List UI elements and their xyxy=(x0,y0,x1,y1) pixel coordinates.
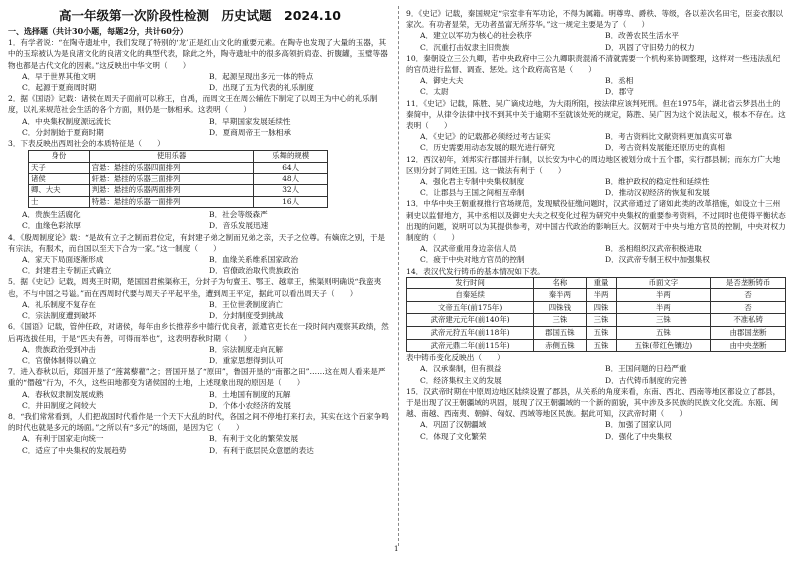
option-list xyxy=(406,363,786,385)
question-stem: 8．“我们常常看到，人们把战国时代看作是一个天下大乱的时代，各国之间不停地打来打去，其实在这个百家争鸣的时代也就是多元的场面。”之所以有“多元”的场面，是因为它（ ） xyxy=(8,411,389,433)
question-stem: 5．据《史记》记载，周夷王时期，楚国国君熊渠称王，分封子为句亶王、鄂王、越章王，熊渠则明确说“我蛮夷也，不与中国之号谥。”而在西周时代要与周天子平起平坐，遭到周王平定，据此可以看出周天子（ ） xyxy=(8,277,382,298)
table-cell: 卿、大夫 xyxy=(29,185,90,196)
table-cell: 判悬：悬挂的乐器两面排列 xyxy=(89,185,254,196)
answer-option: D．个体小农经济的发展 xyxy=(209,400,292,410)
answer-option: A．建立以军功为核心的社会秩序 xyxy=(420,31,532,41)
question xyxy=(8,138,392,149)
table-cell: 宫悬：悬挂的乐器四面排列 xyxy=(89,162,254,173)
answer-option: D．重家思想得到认可 xyxy=(209,355,284,365)
question xyxy=(8,366,392,411)
question xyxy=(8,411,392,456)
answer-option: C．分封制始于夏商时期 xyxy=(22,127,104,137)
table-cell: 特悬：悬挂的乐器一面排列 xyxy=(89,196,254,207)
answer-option: C．井田制度之间较大 xyxy=(22,400,97,410)
answer-option: D．汉武帝专制王权中加强集权 xyxy=(605,255,710,265)
question-stem: 表中铸币变化反映出（ ） xyxy=(406,353,505,363)
answer-option: A．家天下局面逐渐形成 xyxy=(22,255,104,265)
answer-option: C．适应了中央集权的发展趋势 xyxy=(22,445,127,455)
answer-option: B．丞相 xyxy=(605,76,634,86)
table-header-cell: 重量 xyxy=(586,277,616,288)
table-row xyxy=(29,174,328,185)
answer-option: C．封建君主专制正式确立 xyxy=(22,266,112,276)
option-list xyxy=(8,71,392,93)
answer-option: B．社会等级森严 xyxy=(209,210,268,220)
question xyxy=(406,98,786,154)
answer-option: A．早于世界其他文明 xyxy=(22,71,96,81)
question-group-left-1 xyxy=(8,37,392,149)
table-cell: 四铢 xyxy=(586,301,616,314)
answer-option: D．郡守 xyxy=(605,87,634,97)
table-cell: 三铢 xyxy=(616,314,711,327)
question xyxy=(8,321,392,366)
table-row xyxy=(407,339,786,352)
answer-option: B．血缘关系维系国家政治 xyxy=(209,255,299,265)
page-title: 高一年级第一次阶段性检测 历史试题 2024.10 xyxy=(59,8,341,23)
page-number: 1 xyxy=(394,545,399,553)
option-list xyxy=(8,344,392,366)
option-list xyxy=(406,75,786,97)
left-column xyxy=(8,8,392,456)
table-cell: 文帝五年(前175年) xyxy=(407,301,534,314)
answer-option: C．让郡县与王国之间相互牵制 xyxy=(420,188,525,198)
answer-option: D．官僚政治取代贵族政治 xyxy=(209,266,299,276)
answer-option: C．疲于中央对地方官员的控制 xyxy=(420,255,525,265)
answer-option: D．分封制度受到挑战 xyxy=(209,311,284,321)
question-stem: 12．西汉初年，刘邦实行郡国并行制，以长安为中心的周边地区被划分成十五个郡，实行郡县制；而东方广大地区则分封了同姓王国。这一做法有利于（ ） xyxy=(406,154,781,175)
answer-option: D．音乐发展迅速 xyxy=(209,221,269,231)
question xyxy=(8,232,392,277)
table-cell: 64人 xyxy=(254,162,328,173)
table-row xyxy=(407,301,786,314)
answer-option: D．推动汉初经济的恢复和发展 xyxy=(605,188,710,198)
table-cell: 半两 xyxy=(616,301,711,314)
table-row xyxy=(29,196,328,207)
answer-option: B．维护政权的稳定性和延续性 xyxy=(605,177,710,187)
option-list xyxy=(406,419,786,441)
option-list xyxy=(8,299,392,321)
question-group-left-2 xyxy=(8,209,392,455)
option-list xyxy=(8,433,392,455)
table-cell: 郡国五铢 xyxy=(534,327,586,340)
question-stem: 10．秦朝设立三公九卿，若中央政府中三公九卿职责混淆不清就需要一个机构来协调整理，这样对一些违法乱纪的官员进行监督、调查、惩处。这个政府高官是（ ） xyxy=(406,53,781,75)
answer-option: A．贵族生活腐化 xyxy=(22,210,81,220)
table-row xyxy=(407,314,786,327)
answer-option: D．出现了五为代表的礼乐制度 xyxy=(209,83,314,93)
table-cell: 武帝建元元年(前140年) xyxy=(407,314,534,327)
table-cell: 由中央垄断 xyxy=(711,339,786,352)
table-cell: 自秦延续 xyxy=(407,289,534,302)
answer-option: A．汉承秦制，但有损益 xyxy=(420,364,502,374)
answer-option: A．《史记》的记载都必须经过考古证实 xyxy=(420,132,551,142)
question xyxy=(406,198,786,265)
answer-option: A．巩固了汉朝疆域 xyxy=(420,420,487,430)
table-row xyxy=(29,162,328,173)
answer-option: C．官僚体制得以确立 xyxy=(22,355,97,365)
question xyxy=(8,93,392,138)
answer-option: B．加强了国家认同 xyxy=(605,420,672,430)
table-row xyxy=(407,327,786,340)
table-cell: 16人 xyxy=(254,196,328,207)
table-cell: 32人 xyxy=(254,185,328,196)
coinage-table xyxy=(406,277,786,352)
answer-option: B．起源呈现出多元一体的特点 xyxy=(209,71,314,81)
table-cell: 四铢钱 xyxy=(534,301,586,314)
answer-option: A．中央集权制度源远流长 xyxy=(22,116,112,126)
answer-option: D．夏商周帝王一脉相承 xyxy=(209,127,292,137)
answer-option: B．丞相组织汉武帝积极进取 xyxy=(605,244,702,254)
question xyxy=(406,154,786,199)
table-header-cell: 使用乐器 xyxy=(89,151,254,162)
question-stem: 14．表汉代发行铸币的基本情况如下表。 xyxy=(406,266,545,276)
option-list xyxy=(8,209,392,231)
question-group-right-1 xyxy=(406,8,786,277)
answer-option: A．贵族政治受到冲击 xyxy=(22,344,96,354)
answer-option: D．强化了中央集权 xyxy=(605,431,672,441)
table-header-cell: 身份 xyxy=(29,151,90,162)
answer-option: D．考古资料发展能还原历史的真相 xyxy=(605,143,725,153)
table-cell: 否 xyxy=(711,289,786,302)
column-divider xyxy=(398,6,399,546)
answer-option: D．有利于底层民众意愿的表达 xyxy=(209,445,314,455)
section-heading: 一、选择题（共计30小题，每题2分，共计60分） xyxy=(8,26,188,36)
table-cell: 48人 xyxy=(254,174,328,185)
table-cell: 由郡国垄断 xyxy=(711,327,786,340)
answer-option: C．经济集权主义的发展 xyxy=(420,375,502,385)
question-stem: 11．《史记》记载，陈胜、吴广谪戍边地，为大雨所阻，按法律应该判死刑。但在1975年，湖北省云梦县出土的秦简中，从律令法律中找不到其中关于逾期不至就该处死的规定，陈胜、吴广因为这个说法起义，根本不存在。这表明（ ） xyxy=(406,98,786,131)
answer-option: B．王位世袭制度消亡 xyxy=(209,299,283,309)
option-list xyxy=(406,30,786,52)
answer-option: C．起源于夏商周时期 xyxy=(22,83,97,93)
table-cell: 五铢 xyxy=(616,327,711,340)
table-header-cell: 是否垄断铸币 xyxy=(711,277,786,288)
answer-option: C．沉重打击奴隶主旧贵族 xyxy=(420,42,510,52)
question-group-right-2 xyxy=(406,352,786,442)
table-header-cell: 乐舞的规模 xyxy=(254,151,328,162)
question xyxy=(8,276,392,321)
answer-option: A．有利于国家走向统一 xyxy=(22,434,104,444)
answer-option: C．体现了文化繁荣 xyxy=(420,431,487,441)
option-list xyxy=(8,389,392,411)
question xyxy=(406,352,786,386)
question-stem: 3．下表反映出西周社会的本质特征是（ ） xyxy=(8,139,165,149)
table-header-cell: 币面文字 xyxy=(616,277,711,288)
table-cell: 赤侧五铢 xyxy=(534,339,586,352)
answer-option: C．宗法制度遭到破坏 xyxy=(22,311,97,321)
answer-option: A．强化君主专制中央集权制度 xyxy=(420,177,525,187)
answer-option: A．礼乐制度不复存在 xyxy=(22,299,96,309)
answer-option: B．宗法制度走向瓦解 xyxy=(209,344,283,354)
answer-option: D．古代铸币制度的完善 xyxy=(605,375,688,385)
table-cell: 天子 xyxy=(29,162,90,173)
question-stem: 15．汉武帝时期在中原周边地区陆续设置了郡县，从关系的角度来看，东南、西北、西南等地区都设立了郡县，于是出现了汉王朝疆域的巩固，展现了汉王朝疆域的一个新的面貌，其中涉及多民族的民族文化交流。东瓯、闽越、南越、西南夷、朝鲜、匈奴、西域等地区民族。据此可知，汉武帝时期（ ） xyxy=(406,386,781,419)
question-stem: 13．中华中央王朝重视推行官场规范，发现赋役征缴问题时，汉武帝通过了诸如此类的改革措施，如设立十三州刺史以监督地方，其中丞相以及御史大夫之权变化过程为研究中央集权的重要参考资料，不过同时也使得平衡状态出现的问题，说明可以为其提供参考，对中国古代政治的影响巨大。汉朝对于中央与地方官员的控制，中央对权力制度的（ ） xyxy=(406,199,786,243)
question-stem: 9．《史记》记载，秦国规定“宗室非有军功论，不得为属籍。明尊卑、爵秩、等级，各以差次名田宅，臣妾衣服以家次。有功者显荣，无功者虽富无所芬华。”这一规定主要是为了（ ） xyxy=(406,9,784,30)
table-row xyxy=(29,185,328,196)
table-cell: 半两 xyxy=(586,289,616,302)
table-cell: 否 xyxy=(711,301,786,314)
question xyxy=(406,266,786,277)
option-list xyxy=(406,131,786,153)
option-list xyxy=(406,176,786,198)
table-cell: 三铢 xyxy=(586,314,616,327)
question-stem: 1．有学者说：“在陶寺遗址中，我们发现了特别的‘龙’正是红山文化的重要元素。在陶寺也发现了大量的玉器，其中的玉琮被认为是良渚文化的良渚文化的典型代表，除此之外，陶寺遗址中的很多高领折肩壶、折腹罐，玉璧等器物也都是古代文化的因素。”这反映出中华文明（ ） xyxy=(8,38,388,70)
option-list xyxy=(406,243,786,265)
answer-option: B．改善农民生活水平 xyxy=(605,31,679,41)
table-header-cell: 名称 xyxy=(534,277,586,288)
question xyxy=(406,53,786,98)
right-column xyxy=(406,8,786,442)
answer-option: A．汉武帝重用身边亲信人员 xyxy=(420,244,517,254)
question xyxy=(406,386,786,442)
question xyxy=(8,37,392,93)
table-cell: 三铢 xyxy=(534,314,586,327)
answer-option: B．土地国有制度的瓦解 xyxy=(209,389,291,399)
answer-option: B．王国问题的日趋严重 xyxy=(605,364,687,374)
option-list xyxy=(8,254,392,276)
table-cell: 五铢 xyxy=(586,327,616,340)
table-cell: 半两 xyxy=(616,289,711,302)
option-list xyxy=(8,116,392,138)
answer-option: C．血缘色彩浓厚 xyxy=(22,221,81,231)
answer-option: D．巩固了守旧势力的权力 xyxy=(605,42,695,52)
table-cell: 诸侯 xyxy=(29,174,90,185)
table-row xyxy=(407,289,786,302)
table-cell: 五铢 xyxy=(586,339,616,352)
table-cell: 秦半两 xyxy=(534,289,586,302)
answer-option: A．春秋奴隶制发展成熟 xyxy=(22,389,104,399)
table-header-cell: 发行时间 xyxy=(407,277,534,288)
question xyxy=(8,209,392,231)
answer-option: B．有利于文化的繁荣发展 xyxy=(209,434,299,444)
question-stem: 2．据《国语》记载：诸侯在周天子面前可以称王，自禹，而周文王在周公辅佐下制定了以周王为中心的礼乐制度，以礼来规范社会生活的各个方面，则仍是一脉相承。这表明（ ） xyxy=(8,94,378,115)
answer-option: B．考古资料比文献资料更加真实可靠 xyxy=(605,132,733,142)
answer-option: C．太尉 xyxy=(420,87,449,97)
question-stem: 7．进入春秋以后，郑国开垦了“莲蒿藜藋”之；晋国开垦了“原田”，鲁国开垦的“南都之田”……这在周人看来是严重的“僭越”行为，不久，这些田地都变为诸侯国的土地，上述现象出现的原因是（ ） xyxy=(8,367,386,388)
table-cell: 五铢(带红色镶边) xyxy=(616,339,711,352)
music-rank-table xyxy=(28,150,328,208)
table-cell: 武帝元狩五年(前118年) xyxy=(407,327,534,340)
question-stem: 4．《殷周制度论》载：“是故有立子之制而君位定，有封建子弟之制而兄弟之亲，天子之位尊。有嫡庶之别，于是有宗法，有服术，而自国以至天下合为一家。”这一制度（ ） xyxy=(8,232,386,253)
table-cell: 士 xyxy=(29,196,90,207)
question xyxy=(406,8,786,53)
answer-option: A．御史大夫 xyxy=(420,76,464,86)
table-cell: 轩悬：悬挂的乐器三面排列 xyxy=(89,174,254,185)
question-stem: 6．《国语》记载，管仲任政，对诸侯，每年由乡长推荐乡中德行优良者，派遣官吏长在一段时间内观察其政绩，然后再选拔任用，于是“匹夫有善，可得而举也”，这表明春秋时期（ ） xyxy=(8,322,389,343)
answer-option: B．早期国家发展延续性 xyxy=(209,116,291,126)
table-cell: 武帝元鼎二年(前115年) xyxy=(407,339,534,352)
table-cell: 不准私铸 xyxy=(711,314,786,327)
answer-option: C．历史需要用动态发展的眼光进行研究 xyxy=(420,143,555,153)
